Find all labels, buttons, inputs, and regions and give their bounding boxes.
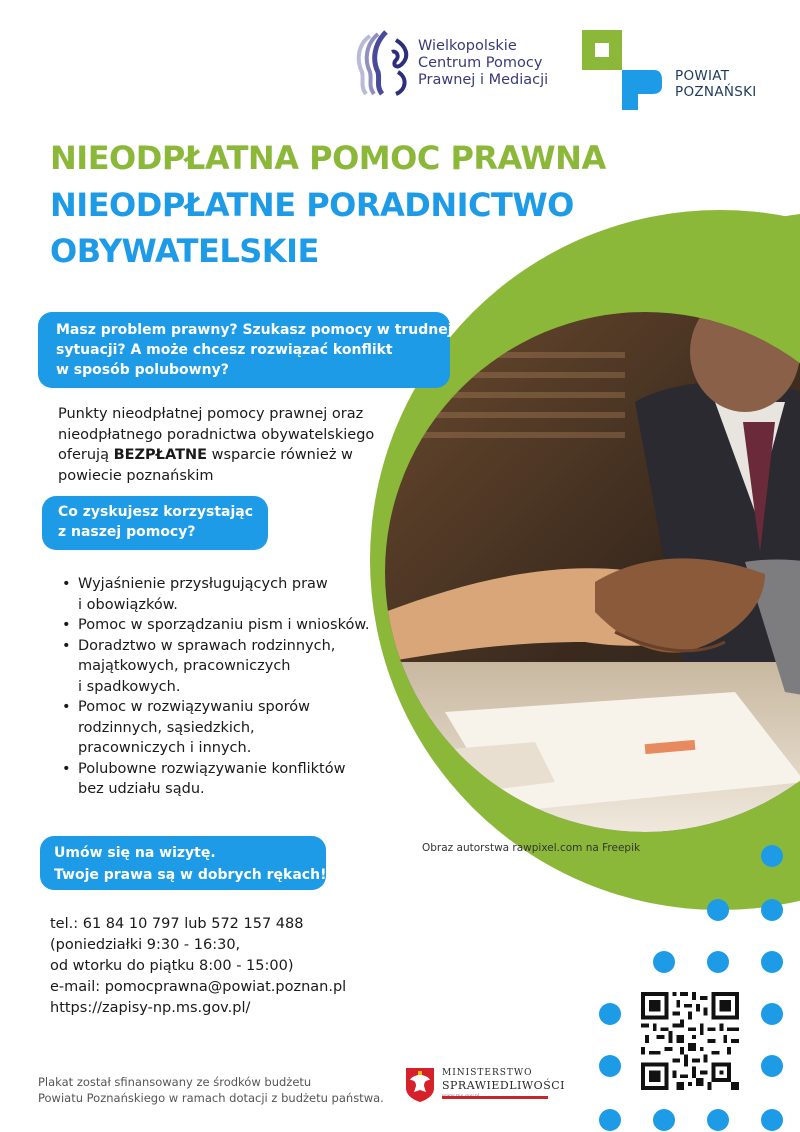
benefits-heading-line-1: Co zyskujesz korzystając — [58, 504, 254, 520]
title-blue-line-2: OBYWATELSKIE — [50, 232, 319, 270]
list-item-line: i spadkowych. — [78, 678, 181, 695]
squares-logo-icon — [582, 30, 664, 110]
powiat-logo-text — [675, 68, 757, 100]
question-line-1: Masz problem prawny? Szukasz pomocy w trudnej — [56, 322, 453, 338]
intro-text-bold: BEZPŁATNE — [113, 447, 208, 463]
ministry-red-bar — [442, 1096, 548, 1099]
list-item-line: • Doradztwo w sprawach rodzinnych, — [78, 637, 336, 654]
photo-credit: Obraz autorstwa rawpixel.com na Freepik — [422, 842, 641, 854]
powiat-line-2: POZNAŃSKI — [675, 84, 757, 100]
list-item — [60, 697, 390, 759]
list-item — [60, 636, 390, 698]
title-green: NIEODPŁATNA POMOC PRAWNA — [50, 139, 606, 177]
wcp-line-3: Prawnej i Mediacji — [418, 72, 549, 88]
title-blue-line-1: NIEODPŁATNE PORADNICTWO — [50, 186, 574, 224]
funding-note — [38, 1074, 384, 1106]
qr-code — [640, 992, 740, 1090]
list-item — [60, 759, 390, 800]
powiat-line-1: POWIAT — [675, 68, 730, 84]
funding-line-1: Plakat został sfinansowany ze środków budżetu — [38, 1075, 312, 1089]
list-item — [60, 574, 390, 615]
powiat-logo — [582, 30, 782, 110]
appointment-line-2: Twoje prawa są w dobrych rękach! — [54, 867, 327, 883]
list-item-line: rodzinnych, sąsiedzkich, — [78, 719, 255, 736]
contact-url: https://zapisy-np.ms.gov.pl/ — [50, 1000, 251, 1016]
question-line-2: sytuacji? A może chcesz rozwiązać konflikt — [56, 342, 393, 358]
wcp-logo — [352, 30, 562, 98]
list-item-line: majątkowych, pracowniczych — [78, 658, 291, 674]
benefits-box — [42, 496, 268, 550]
qr-code-icon — [640, 992, 740, 1090]
appointment-box — [40, 836, 326, 890]
question-box — [38, 312, 453, 388]
list-item-line: bez udziału sądu. — [78, 781, 205, 797]
title-blue — [50, 182, 574, 274]
list-item — [60, 615, 390, 636]
list-item-line: • Pomoc w rozwiązywaniu sporów — [78, 699, 310, 715]
appointment-line-1: Umów się na wizytę. — [54, 845, 216, 861]
funding-line-2: Powiatu Poznańskiego w ramach dotacji z budżetu państwa. — [38, 1091, 384, 1105]
profile-faces-logo-icon — [352, 30, 412, 98]
ministry-logo — [404, 1066, 565, 1106]
list-item-line: pracowniczych i innych. — [78, 740, 252, 756]
wcp-logo-text — [418, 38, 548, 89]
contact-email: e-mail: pomocprawna@powiat.poznan.pl — [50, 979, 347, 995]
intro-text-before: Punkty nieodpłatnej pomocy prawnej oraz nieodpłatnego poradnictwa obywatelskiego oferują — [58, 406, 375, 463]
wcp-line-1: Wielkopolskie — [418, 38, 517, 54]
intro-text-after: wsparcie również w powiecie poznańskim — [58, 447, 353, 484]
intro-paragraph — [58, 404, 418, 486]
list-item-line: • Pomoc w sporządzaniu pism i wniosków. — [78, 617, 370, 633]
list-item-line: • Wyjaśnienie przysługujących praw — [78, 576, 328, 592]
white-eagle-emblem-icon — [404, 1066, 436, 1102]
benefits-list — [60, 574, 390, 800]
contact-phone: tel.: 61 84 10 797 lub 572 157 488 — [50, 916, 304, 932]
list-item-line: • Polubowne rozwiązywanie konfliktów — [78, 760, 346, 777]
contact-info — [50, 914, 346, 1019]
ministry-line-2: SPRAWIEDLIWOŚCI — [442, 1079, 565, 1092]
wcp-line-2: Centrum Pomocy — [418, 55, 543, 71]
benefits-heading-line-2: z naszej pomocy? — [58, 524, 196, 540]
ministry-line-1: MINISTERSTWO — [442, 1068, 533, 1078]
contact-hours-monday: (poniedziałki 9:30 - 16:30, — [50, 937, 241, 953]
list-item-line: i obowiązków. — [78, 596, 178, 613]
contact-hours-week: od wtorku do piątku 8:00 - 15:00) — [50, 958, 294, 974]
question-line-3: w sposób polubowny? — [56, 362, 229, 378]
